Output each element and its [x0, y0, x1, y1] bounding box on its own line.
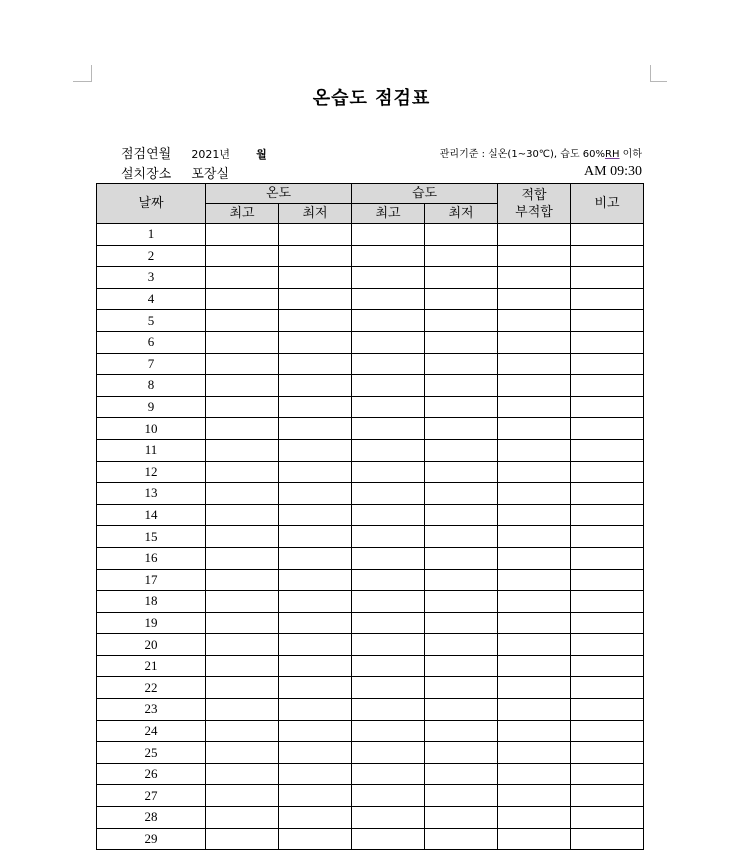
table-row: [97, 807, 644, 829]
row-temp-max-cell[interactable]: [206, 569, 279, 591]
row-hum-min-cell[interactable]: [425, 655, 498, 677]
row-suitability-cell[interactable]: [498, 612, 571, 634]
table-row: [97, 612, 644, 634]
row-remarks-cell[interactable]: [571, 591, 644, 613]
row-suitability-cell[interactable]: [498, 439, 571, 461]
install-location-label: 설치장소: [121, 167, 172, 182]
table-row: [97, 267, 644, 289]
row-remarks-cell[interactable]: [571, 310, 644, 332]
page-corner-mark-top-left: [73, 65, 92, 82]
row-remarks-cell[interactable]: [571, 504, 644, 526]
table-row: [97, 396, 644, 418]
row-date-cell: 27: [97, 785, 206, 807]
row-hum-min-cell[interactable]: [425, 504, 498, 526]
table-row: [97, 655, 644, 677]
row-hum-min-cell[interactable]: [425, 331, 498, 353]
row-hum-min-cell[interactable]: [425, 828, 498, 850]
row-temp-max-cell[interactable]: [206, 655, 279, 677]
table-row: [97, 331, 644, 353]
row-temp-min-cell[interactable]: [279, 396, 352, 418]
row-remarks-cell[interactable]: [571, 569, 644, 591]
row-temp-max-cell[interactable]: [206, 677, 279, 699]
install-location-value: 포장실: [191, 167, 230, 182]
header-date: 날짜: [97, 184, 206, 224]
header-humidity: 습도: [352, 184, 498, 204]
row-date-cell: 16: [97, 547, 206, 569]
row-hum-max-cell[interactable]: [352, 634, 425, 656]
row-hum-max-cell[interactable]: [352, 461, 425, 483]
row-temp-min-cell[interactable]: [279, 267, 352, 289]
row-date-cell: 10: [97, 418, 206, 440]
row-temp-min-cell[interactable]: [279, 785, 352, 807]
row-remarks-cell[interactable]: [571, 807, 644, 829]
row-temp-max-cell[interactable]: [206, 375, 279, 397]
row-temp-min-cell[interactable]: [279, 569, 352, 591]
table-row: [97, 677, 644, 699]
row-hum-max-cell[interactable]: [352, 396, 425, 418]
table-row: [97, 742, 644, 764]
row-remarks-cell[interactable]: [571, 375, 644, 397]
row-remarks-cell[interactable]: [571, 655, 644, 677]
row-hum-min-cell[interactable]: [425, 267, 498, 289]
row-remarks-cell[interactable]: [571, 763, 644, 785]
row-hum-max-cell[interactable]: [352, 331, 425, 353]
header-hum-min: 최저: [425, 204, 498, 224]
row-suitability-cell[interactable]: [498, 591, 571, 613]
row-temp-min-cell[interactable]: [279, 807, 352, 829]
table-row: [97, 763, 644, 785]
header-temp-max: 최고: [206, 204, 279, 224]
row-suitability-cell[interactable]: [498, 418, 571, 440]
row-temp-min-cell[interactable]: [279, 439, 352, 461]
row-hum-max-cell[interactable]: [352, 353, 425, 375]
row-suitability-cell[interactable]: [498, 353, 571, 375]
table-row: [97, 569, 644, 591]
row-temp-max-cell[interactable]: [206, 418, 279, 440]
row-date-cell: 24: [97, 720, 206, 742]
row-hum-max-cell[interactable]: [352, 224, 425, 246]
row-temp-max-cell[interactable]: [206, 634, 279, 656]
row-temp-min-cell[interactable]: [279, 591, 352, 613]
row-temp-max-cell[interactable]: [206, 396, 279, 418]
header-suitability-top: 적합: [521, 187, 547, 203]
inspection-month-value: 월: [256, 148, 267, 161]
row-temp-min-cell[interactable]: [279, 375, 352, 397]
row-suitability-cell[interactable]: [498, 720, 571, 742]
row-temp-min-cell[interactable]: [279, 699, 352, 721]
row-hum-min-cell[interactable]: [425, 310, 498, 332]
row-temp-min-cell[interactable]: [279, 655, 352, 677]
table-row: [97, 375, 644, 397]
row-hum-min-cell[interactable]: [425, 418, 498, 440]
row-suitability-cell[interactable]: [498, 526, 571, 548]
table-row: [97, 439, 644, 461]
header-suitability: [498, 184, 571, 224]
row-date-cell: 28: [97, 807, 206, 829]
row-date-cell: 21: [97, 655, 206, 677]
row-temp-min-cell[interactable]: [279, 547, 352, 569]
row-date-cell: 20: [97, 634, 206, 656]
row-temp-max-cell[interactable]: [206, 439, 279, 461]
table-row: [97, 310, 644, 332]
row-suitability-cell[interactable]: [498, 461, 571, 483]
row-hum-max-cell[interactable]: [352, 267, 425, 289]
row-hum-min-cell[interactable]: [425, 699, 498, 721]
row-temp-max-cell[interactable]: [206, 591, 279, 613]
row-suitability-cell[interactable]: [498, 634, 571, 656]
management-standard-unit: RH: [605, 149, 620, 160]
row-date-cell: 14: [97, 504, 206, 526]
row-temp-max-cell[interactable]: [206, 720, 279, 742]
document-title: 온습도 점검표: [312, 88, 431, 109]
table-row: [97, 418, 644, 440]
row-temp-min-cell[interactable]: [279, 677, 352, 699]
header-hum-max: 최고: [352, 204, 425, 224]
row-suitability-cell[interactable]: [498, 807, 571, 829]
row-suitability-cell[interactable]: [498, 828, 571, 850]
table-row: [97, 461, 644, 483]
row-temp-min-cell[interactable]: [279, 418, 352, 440]
row-remarks-cell[interactable]: [571, 461, 644, 483]
header-remarks: 비고: [571, 184, 644, 224]
row-hum-max-cell[interactable]: [352, 655, 425, 677]
row-hum-max-cell[interactable]: [352, 310, 425, 332]
row-hum-max-cell[interactable]: [352, 785, 425, 807]
row-temp-min-cell[interactable]: [279, 763, 352, 785]
row-hum-max-cell[interactable]: [352, 763, 425, 785]
row-hum-min-cell[interactable]: [425, 591, 498, 613]
row-suitability-cell[interactable]: [498, 224, 571, 246]
row-hum-min-cell[interactable]: [425, 720, 498, 742]
table-row: [97, 720, 644, 742]
row-hum-min-cell[interactable]: [425, 245, 498, 267]
row-date-cell: 17: [97, 569, 206, 591]
row-hum-min-cell[interactable]: [425, 634, 498, 656]
table-row: [97, 526, 644, 548]
row-hum-min-cell[interactable]: [425, 483, 498, 505]
table-row: [97, 828, 644, 850]
row-hum-min-cell[interactable]: [425, 677, 498, 699]
temperature-humidity-log-table: [96, 183, 644, 850]
row-temp-min-cell[interactable]: [279, 310, 352, 332]
inspection-month-label: 점검연월: [121, 147, 172, 162]
table-row: [97, 288, 644, 310]
row-hum-max-cell[interactable]: [352, 828, 425, 850]
table-row: [97, 591, 644, 613]
row-suitability-cell[interactable]: [498, 569, 571, 591]
row-suitability-cell[interactable]: [498, 699, 571, 721]
row-date-cell: 19: [97, 612, 206, 634]
row-suitability-cell[interactable]: [498, 310, 571, 332]
row-temp-min-cell[interactable]: [279, 461, 352, 483]
table-row: [97, 353, 644, 375]
row-date-cell: 6: [97, 331, 206, 353]
row-hum-max-cell[interactable]: [352, 418, 425, 440]
row-date-cell: 11: [97, 439, 206, 461]
row-date-cell: 15: [97, 526, 206, 548]
row-remarks-cell[interactable]: [571, 828, 644, 850]
row-remarks-cell[interactable]: [571, 245, 644, 267]
row-temp-min-cell[interactable]: [279, 526, 352, 548]
row-hum-max-cell[interactable]: [352, 526, 425, 548]
row-suitability-cell[interactable]: [498, 763, 571, 785]
row-temp-max-cell[interactable]: [206, 807, 279, 829]
row-temp-max-cell[interactable]: [206, 763, 279, 785]
row-suitability-cell[interactable]: [498, 655, 571, 677]
row-hum-min-cell[interactable]: [425, 461, 498, 483]
row-temp-max-cell[interactable]: [206, 461, 279, 483]
row-remarks-cell[interactable]: [571, 418, 644, 440]
row-hum-min-cell[interactable]: [425, 547, 498, 569]
row-temp-max-cell[interactable]: [206, 547, 279, 569]
row-temp-min-cell[interactable]: [279, 245, 352, 267]
header-temperature: 온도: [206, 184, 352, 204]
row-suitability-cell[interactable]: [498, 742, 571, 764]
row-hum-max-cell[interactable]: [352, 439, 425, 461]
inspection-month-row: [121, 143, 267, 162]
row-hum-max-cell[interactable]: [352, 375, 425, 397]
row-hum-max-cell[interactable]: [352, 720, 425, 742]
row-remarks-cell[interactable]: [571, 547, 644, 569]
row-date-cell: 2: [97, 245, 206, 267]
row-hum-min-cell[interactable]: [425, 439, 498, 461]
row-date-cell: 26: [97, 763, 206, 785]
inspection-time: AM 09:30: [584, 164, 642, 179]
row-hum-max-cell[interactable]: [352, 483, 425, 505]
row-remarks-cell[interactable]: [571, 396, 644, 418]
table-row: [97, 699, 644, 721]
row-hum-min-cell[interactable]: [425, 569, 498, 591]
row-hum-max-cell[interactable]: [352, 569, 425, 591]
table-row: [97, 224, 644, 246]
row-temp-min-cell[interactable]: [279, 742, 352, 764]
row-date-cell: 23: [97, 699, 206, 721]
row-hum-min-cell[interactable]: [425, 742, 498, 764]
row-remarks-cell[interactable]: [571, 224, 644, 246]
row-hum-max-cell[interactable]: [352, 504, 425, 526]
row-suitability-cell[interactable]: [498, 245, 571, 267]
row-temp-max-cell[interactable]: [206, 224, 279, 246]
row-hum-max-cell[interactable]: [352, 807, 425, 829]
row-temp-min-cell[interactable]: [279, 353, 352, 375]
row-hum-min-cell[interactable]: [425, 375, 498, 397]
table-row: [97, 547, 644, 569]
row-date-cell: 3: [97, 267, 206, 289]
row-temp-max-cell[interactable]: [206, 612, 279, 634]
management-standard-suffix: 이하: [619, 149, 642, 160]
row-date-cell: 1: [97, 224, 206, 246]
row-date-cell: 25: [97, 742, 206, 764]
row-hum-max-cell[interactable]: [352, 591, 425, 613]
management-standard: [440, 145, 642, 160]
row-remarks-cell[interactable]: [571, 699, 644, 721]
row-remarks-cell[interactable]: [571, 677, 644, 699]
table-row: [97, 634, 644, 656]
row-temp-max-cell[interactable]: [206, 331, 279, 353]
log-table-body: [97, 224, 644, 850]
row-suitability-cell[interactable]: [498, 375, 571, 397]
row-remarks-cell[interactable]: [571, 634, 644, 656]
row-hum-max-cell[interactable]: [352, 699, 425, 721]
row-remarks-cell[interactable]: [571, 526, 644, 548]
row-remarks-cell[interactable]: [571, 353, 644, 375]
row-temp-min-cell[interactable]: [279, 288, 352, 310]
row-temp-max-cell[interactable]: [206, 504, 279, 526]
row-temp-max-cell[interactable]: [206, 288, 279, 310]
row-remarks-cell[interactable]: [571, 288, 644, 310]
row-remarks-cell[interactable]: [571, 439, 644, 461]
row-hum-max-cell[interactable]: [352, 288, 425, 310]
header-suitability-bottom: 부적합: [515, 204, 553, 220]
row-date-cell: 12: [97, 461, 206, 483]
row-temp-min-cell[interactable]: [279, 612, 352, 634]
row-date-cell: 18: [97, 591, 206, 613]
row-hum-max-cell[interactable]: [352, 677, 425, 699]
row-date-cell: 22: [97, 677, 206, 699]
row-date-cell: 7: [97, 353, 206, 375]
row-suitability-cell[interactable]: [498, 331, 571, 353]
install-location-row: [121, 163, 229, 182]
row-temp-min-cell[interactable]: [279, 331, 352, 353]
row-suitability-cell[interactable]: [498, 677, 571, 699]
table-row: [97, 483, 644, 505]
row-hum-max-cell[interactable]: [352, 547, 425, 569]
header-temp-min: 최저: [279, 204, 352, 224]
row-remarks-cell[interactable]: [571, 742, 644, 764]
row-suitability-cell[interactable]: [498, 288, 571, 310]
inspection-year-value: 2021년: [191, 148, 230, 161]
management-standard-prefix: 관리기준 : 실온(1~30℃), 습도 60%: [439, 149, 606, 160]
row-remarks-cell[interactable]: [571, 612, 644, 634]
row-remarks-cell[interactable]: [571, 785, 644, 807]
row-remarks-cell[interactable]: [571, 267, 644, 289]
row-temp-min-cell[interactable]: [279, 634, 352, 656]
row-suitability-cell[interactable]: [498, 547, 571, 569]
row-temp-min-cell[interactable]: [279, 504, 352, 526]
row-hum-min-cell[interactable]: [425, 353, 498, 375]
row-hum-min-cell[interactable]: [425, 763, 498, 785]
row-temp-max-cell[interactable]: [206, 526, 279, 548]
table-row: [97, 785, 644, 807]
row-temp-max-cell[interactable]: [206, 828, 279, 850]
row-temp-max-cell[interactable]: [206, 310, 279, 332]
row-suitability-cell[interactable]: [498, 396, 571, 418]
row-temp-max-cell[interactable]: [206, 483, 279, 505]
table-row: [97, 245, 644, 267]
row-suitability-cell[interactable]: [498, 504, 571, 526]
row-temp-min-cell[interactable]: [279, 483, 352, 505]
table-row: [97, 504, 644, 526]
row-hum-max-cell[interactable]: [352, 612, 425, 634]
row-hum-min-cell[interactable]: [425, 785, 498, 807]
row-remarks-cell[interactable]: [571, 483, 644, 505]
row-hum-min-cell[interactable]: [425, 396, 498, 418]
row-date-cell: 9: [97, 396, 206, 418]
row-temp-max-cell[interactable]: [206, 245, 279, 267]
row-temp-max-cell[interactable]: [206, 353, 279, 375]
row-date-cell: 4: [97, 288, 206, 310]
row-temp-max-cell[interactable]: [206, 785, 279, 807]
row-hum-min-cell[interactable]: [425, 807, 498, 829]
row-date-cell: 29: [97, 828, 206, 850]
row-date-cell: 13: [97, 483, 206, 505]
row-date-cell: 5: [97, 310, 206, 332]
row-hum-max-cell[interactable]: [352, 742, 425, 764]
row-temp-min-cell[interactable]: [279, 828, 352, 850]
row-suitability-cell[interactable]: [498, 267, 571, 289]
page-corner-mark-top-right: [650, 65, 667, 82]
row-temp-max-cell[interactable]: [206, 742, 279, 764]
row-hum-min-cell[interactable]: [425, 612, 498, 634]
row-temp-max-cell[interactable]: [206, 699, 279, 721]
row-hum-min-cell[interactable]: [425, 526, 498, 548]
row-remarks-cell[interactable]: [571, 720, 644, 742]
row-hum-max-cell[interactable]: [352, 245, 425, 267]
row-hum-min-cell[interactable]: [425, 288, 498, 310]
row-temp-min-cell[interactable]: [279, 720, 352, 742]
row-date-cell: 8: [97, 375, 206, 397]
row-suitability-cell[interactable]: [498, 785, 571, 807]
row-hum-min-cell[interactable]: [425, 224, 498, 246]
row-temp-min-cell[interactable]: [279, 224, 352, 246]
row-suitability-cell[interactable]: [498, 483, 571, 505]
row-temp-max-cell[interactable]: [206, 267, 279, 289]
row-remarks-cell[interactable]: [571, 331, 644, 353]
